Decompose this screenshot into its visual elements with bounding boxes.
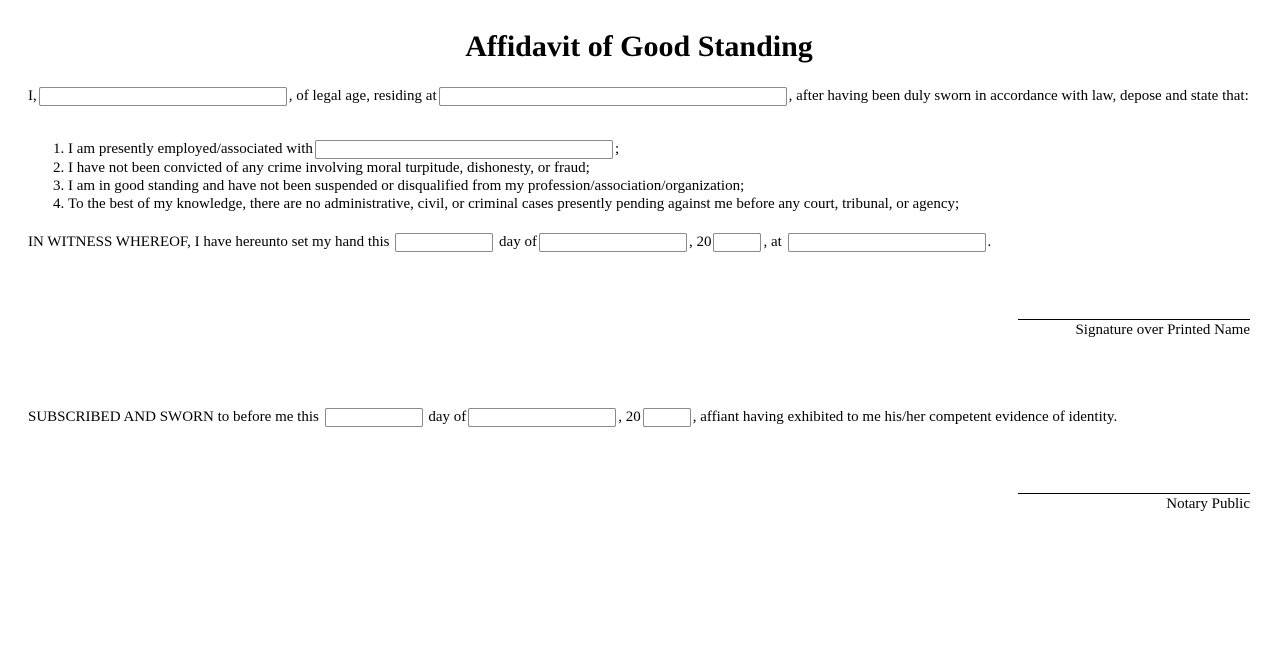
employer-input[interactable] bbox=[315, 140, 613, 159]
item-4-text: To the best of my knowledge, there are no administrative, civil, or criminal cases presently pending against me before any court, tribunal, or agency; bbox=[68, 196, 960, 213]
sworn-year-prefix: , 20 bbox=[618, 409, 641, 425]
notary-signature-block bbox=[1018, 493, 1250, 513]
sworn-month-input[interactable] bbox=[468, 408, 616, 427]
item-1-end: ; bbox=[614, 141, 620, 157]
sworn-paragraph bbox=[28, 406, 1250, 428]
witness-month-input[interactable] bbox=[539, 233, 687, 252]
document-title: Affidavit of Good Standing bbox=[465, 30, 813, 63]
witness-at: , at bbox=[763, 234, 782, 250]
item-3-text: I am in good standing and have not been suspended or disqualified from my profession/association/organization; bbox=[68, 178, 745, 195]
list-item bbox=[68, 140, 959, 159]
affiant-signature-block bbox=[1018, 319, 1250, 339]
list-item bbox=[68, 177, 959, 195]
intro-prefix: I, bbox=[28, 88, 37, 104]
witness-end: . bbox=[987, 234, 992, 250]
witness-place-input[interactable] bbox=[788, 233, 986, 252]
affiant-name-input[interactable] bbox=[39, 87, 287, 106]
item-2-text: I have not been convicted of any crime involving moral turpitude, dishonesty, or fraud; bbox=[68, 160, 590, 177]
notary-label: Notary Public bbox=[1166, 496, 1250, 512]
witness-year-prefix: , 20 bbox=[688, 234, 712, 250]
signature-label: Signature over Printed Name bbox=[1075, 322, 1250, 338]
sworn-day-input[interactable] bbox=[325, 408, 423, 427]
sworn-prefix: SUBSCRIBED AND SWORN to before me this bbox=[28, 409, 319, 425]
sworn-suffix: , affiant having exhibited to me his/her competent evidence of identity. bbox=[692, 409, 1118, 425]
deposition-list bbox=[28, 140, 959, 213]
intro-suffix: , after having been duly sworn in accordance with law, depose and state that: bbox=[788, 88, 1249, 104]
residence-address-input[interactable] bbox=[439, 87, 787, 106]
list-item bbox=[68, 159, 959, 177]
sworn-day-of: day of bbox=[428, 409, 467, 425]
witness-year-input[interactable] bbox=[713, 233, 761, 252]
intro-paragraph bbox=[28, 86, 1250, 106]
list-item bbox=[68, 195, 959, 213]
item-1-text: I am presently employed/associated with bbox=[68, 141, 313, 157]
intro-mid: , of legal age, residing at bbox=[288, 88, 437, 104]
witness-prefix: IN WITNESS WHEREOF, I have hereunto set my hand this bbox=[28, 234, 390, 250]
witness-paragraph bbox=[28, 231, 1250, 253]
witness-day-input[interactable] bbox=[395, 233, 493, 252]
witness-day-of: day of bbox=[499, 234, 537, 250]
sworn-year-input[interactable] bbox=[643, 408, 691, 427]
